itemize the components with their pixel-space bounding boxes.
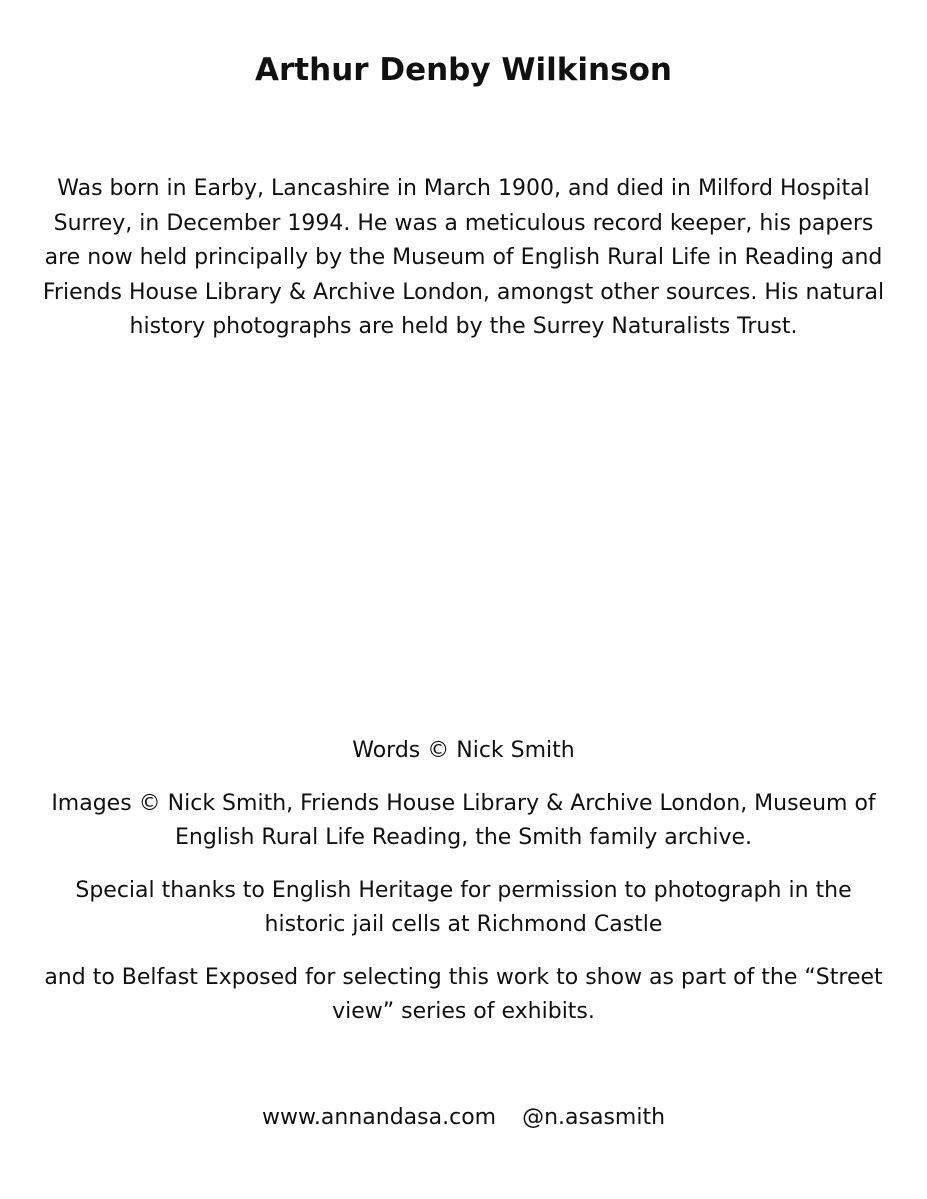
footer xyxy=(0,1100,927,1136)
social-handle[interactable]: @n.asasmith xyxy=(522,1105,666,1130)
words-credit: Words © Nick Smith xyxy=(352,738,575,763)
thanks-credit: Special thanks to English Heritage for permission to photograph in the historic jail cells at Richmond Castle xyxy=(75,877,852,937)
credits-section xyxy=(40,734,887,1048)
images-credit: Images © Nick Smith, Friends House Library & Archive London, Museum of English Rural Life Reading, the Smith family archive. xyxy=(51,790,876,850)
page-title: Arthur Denby Wilkinson xyxy=(255,52,672,88)
biography-paragraph: Was born in Earby, Lancashire in March 1900, and died in Milford Hospital Surrey, in December 1994. He was a meticulous record keeper, his papers are now held principally by the Museum of English Rural Life in Reading and Friends House Library & Archive London, amongst other sources. His natural history photographs are held by the Surrey Naturalists Trust. xyxy=(42,176,885,339)
website-link[interactable]: www.annandasa.com xyxy=(261,1105,497,1130)
belfast-credit: and to Belfast Exposed for selecting this work to show as part of the “Street view” series of exhibits. xyxy=(44,964,883,1024)
